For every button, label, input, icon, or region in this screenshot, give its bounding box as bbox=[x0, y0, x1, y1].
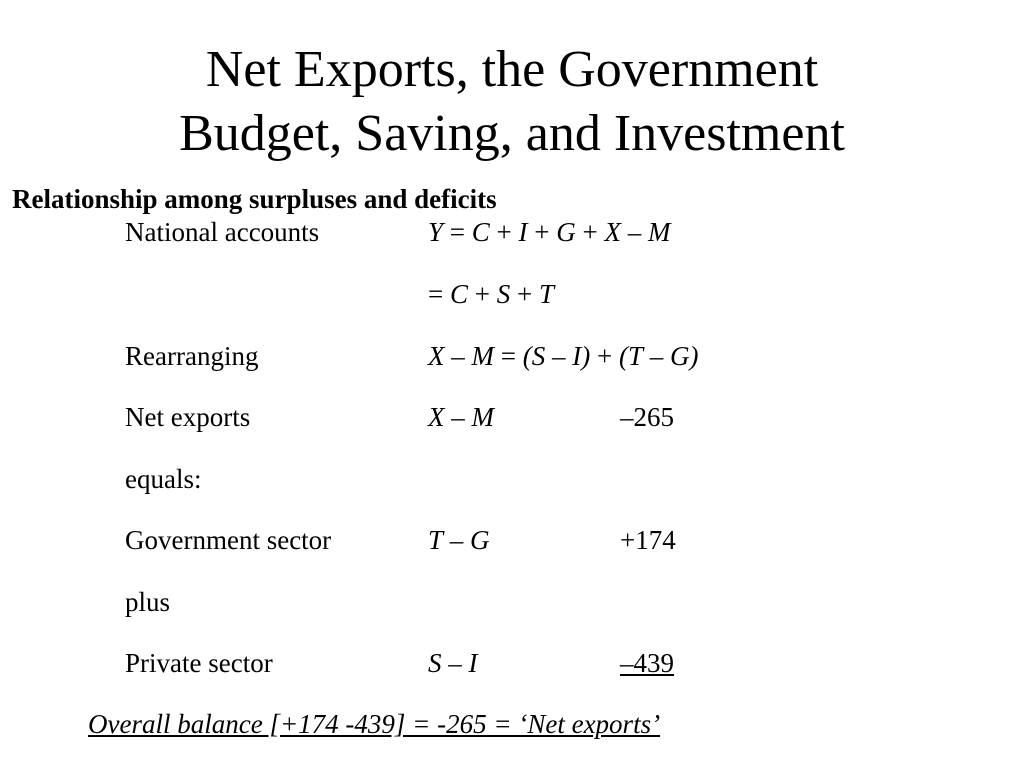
row-formula bbox=[428, 338, 698, 374]
row-label: Rearranging bbox=[125, 341, 259, 371]
row-label: plus bbox=[125, 587, 171, 617]
formula-term: M bbox=[647, 217, 671, 247]
formula-operator: + bbox=[468, 279, 497, 309]
formula-term: C bbox=[471, 217, 490, 247]
overall-balance: Overall balance [+174 -439] = -265 = ‘Net exports’ bbox=[88, 709, 661, 739]
formula-term: S bbox=[496, 279, 511, 309]
section-heading: Relationship among surpluses and deficits bbox=[12, 184, 497, 214]
formula-term: G bbox=[556, 217, 576, 247]
formula-term: S bbox=[428, 648, 442, 678]
formula-term: C bbox=[449, 279, 468, 309]
formula-operator: + bbox=[590, 341, 619, 371]
formula-operator: – bbox=[642, 341, 670, 371]
formula-term: (S bbox=[522, 341, 546, 371]
row-label: Net exports bbox=[125, 402, 251, 432]
formula-operator: – bbox=[441, 648, 469, 678]
row-value: +174 bbox=[620, 525, 676, 555]
table-row bbox=[0, 522, 1024, 558]
formula-term: (T bbox=[618, 341, 643, 371]
formula-operator: + bbox=[575, 217, 605, 247]
formula-operator: – bbox=[620, 217, 648, 247]
formula-term: Y bbox=[428, 217, 444, 247]
table-row bbox=[0, 461, 1024, 497]
formula-term: M bbox=[471, 402, 494, 432]
row-formula bbox=[428, 276, 554, 312]
formula-operator: = bbox=[428, 279, 450, 309]
formula-term: T bbox=[538, 279, 554, 309]
formula-operator: + bbox=[510, 279, 539, 309]
row-formula bbox=[428, 399, 494, 435]
row-value: –265 bbox=[620, 402, 674, 432]
formula-term: I bbox=[518, 217, 528, 247]
table-row bbox=[0, 214, 1024, 250]
formula-operator: – bbox=[444, 402, 472, 432]
table-row bbox=[0, 276, 1024, 312]
formula-operator: – bbox=[443, 525, 471, 555]
table-row bbox=[0, 338, 1024, 374]
formula-term: G bbox=[470, 525, 490, 555]
row-value: –439 bbox=[620, 648, 674, 678]
formula-operator: – bbox=[545, 341, 573, 371]
formula-term: X bbox=[604, 217, 621, 247]
row-formula bbox=[428, 522, 490, 558]
row-label: Government sector bbox=[125, 525, 332, 555]
row-formula bbox=[428, 645, 478, 681]
slide-title bbox=[0, 38, 1024, 166]
formula-term: G) bbox=[669, 341, 699, 371]
formula-term: X bbox=[428, 341, 445, 371]
table-row bbox=[0, 645, 1024, 681]
formula-operator: = bbox=[494, 341, 523, 371]
formula-term: M bbox=[471, 341, 494, 371]
table-row bbox=[0, 399, 1024, 435]
row-label: National accounts bbox=[125, 217, 320, 247]
slide-title-line-2: Budget, Saving, and Investment bbox=[179, 105, 845, 162]
formula-operator: + bbox=[489, 217, 519, 247]
formula-operator: + bbox=[527, 217, 557, 247]
table-row bbox=[0, 584, 1024, 620]
row-label: equals: bbox=[125, 464, 202, 494]
formula-term: I bbox=[468, 648, 478, 678]
formula-term: I) bbox=[572, 341, 591, 371]
formula-operator: = bbox=[443, 217, 472, 247]
formula-operator: – bbox=[444, 341, 472, 371]
row-label: Private sector bbox=[125, 648, 273, 678]
row-formula bbox=[428, 214, 670, 250]
formula-term: T bbox=[428, 525, 444, 555]
slide-title-line-1: Net Exports, the Government bbox=[205, 41, 819, 98]
formula-term: X bbox=[428, 402, 445, 432]
